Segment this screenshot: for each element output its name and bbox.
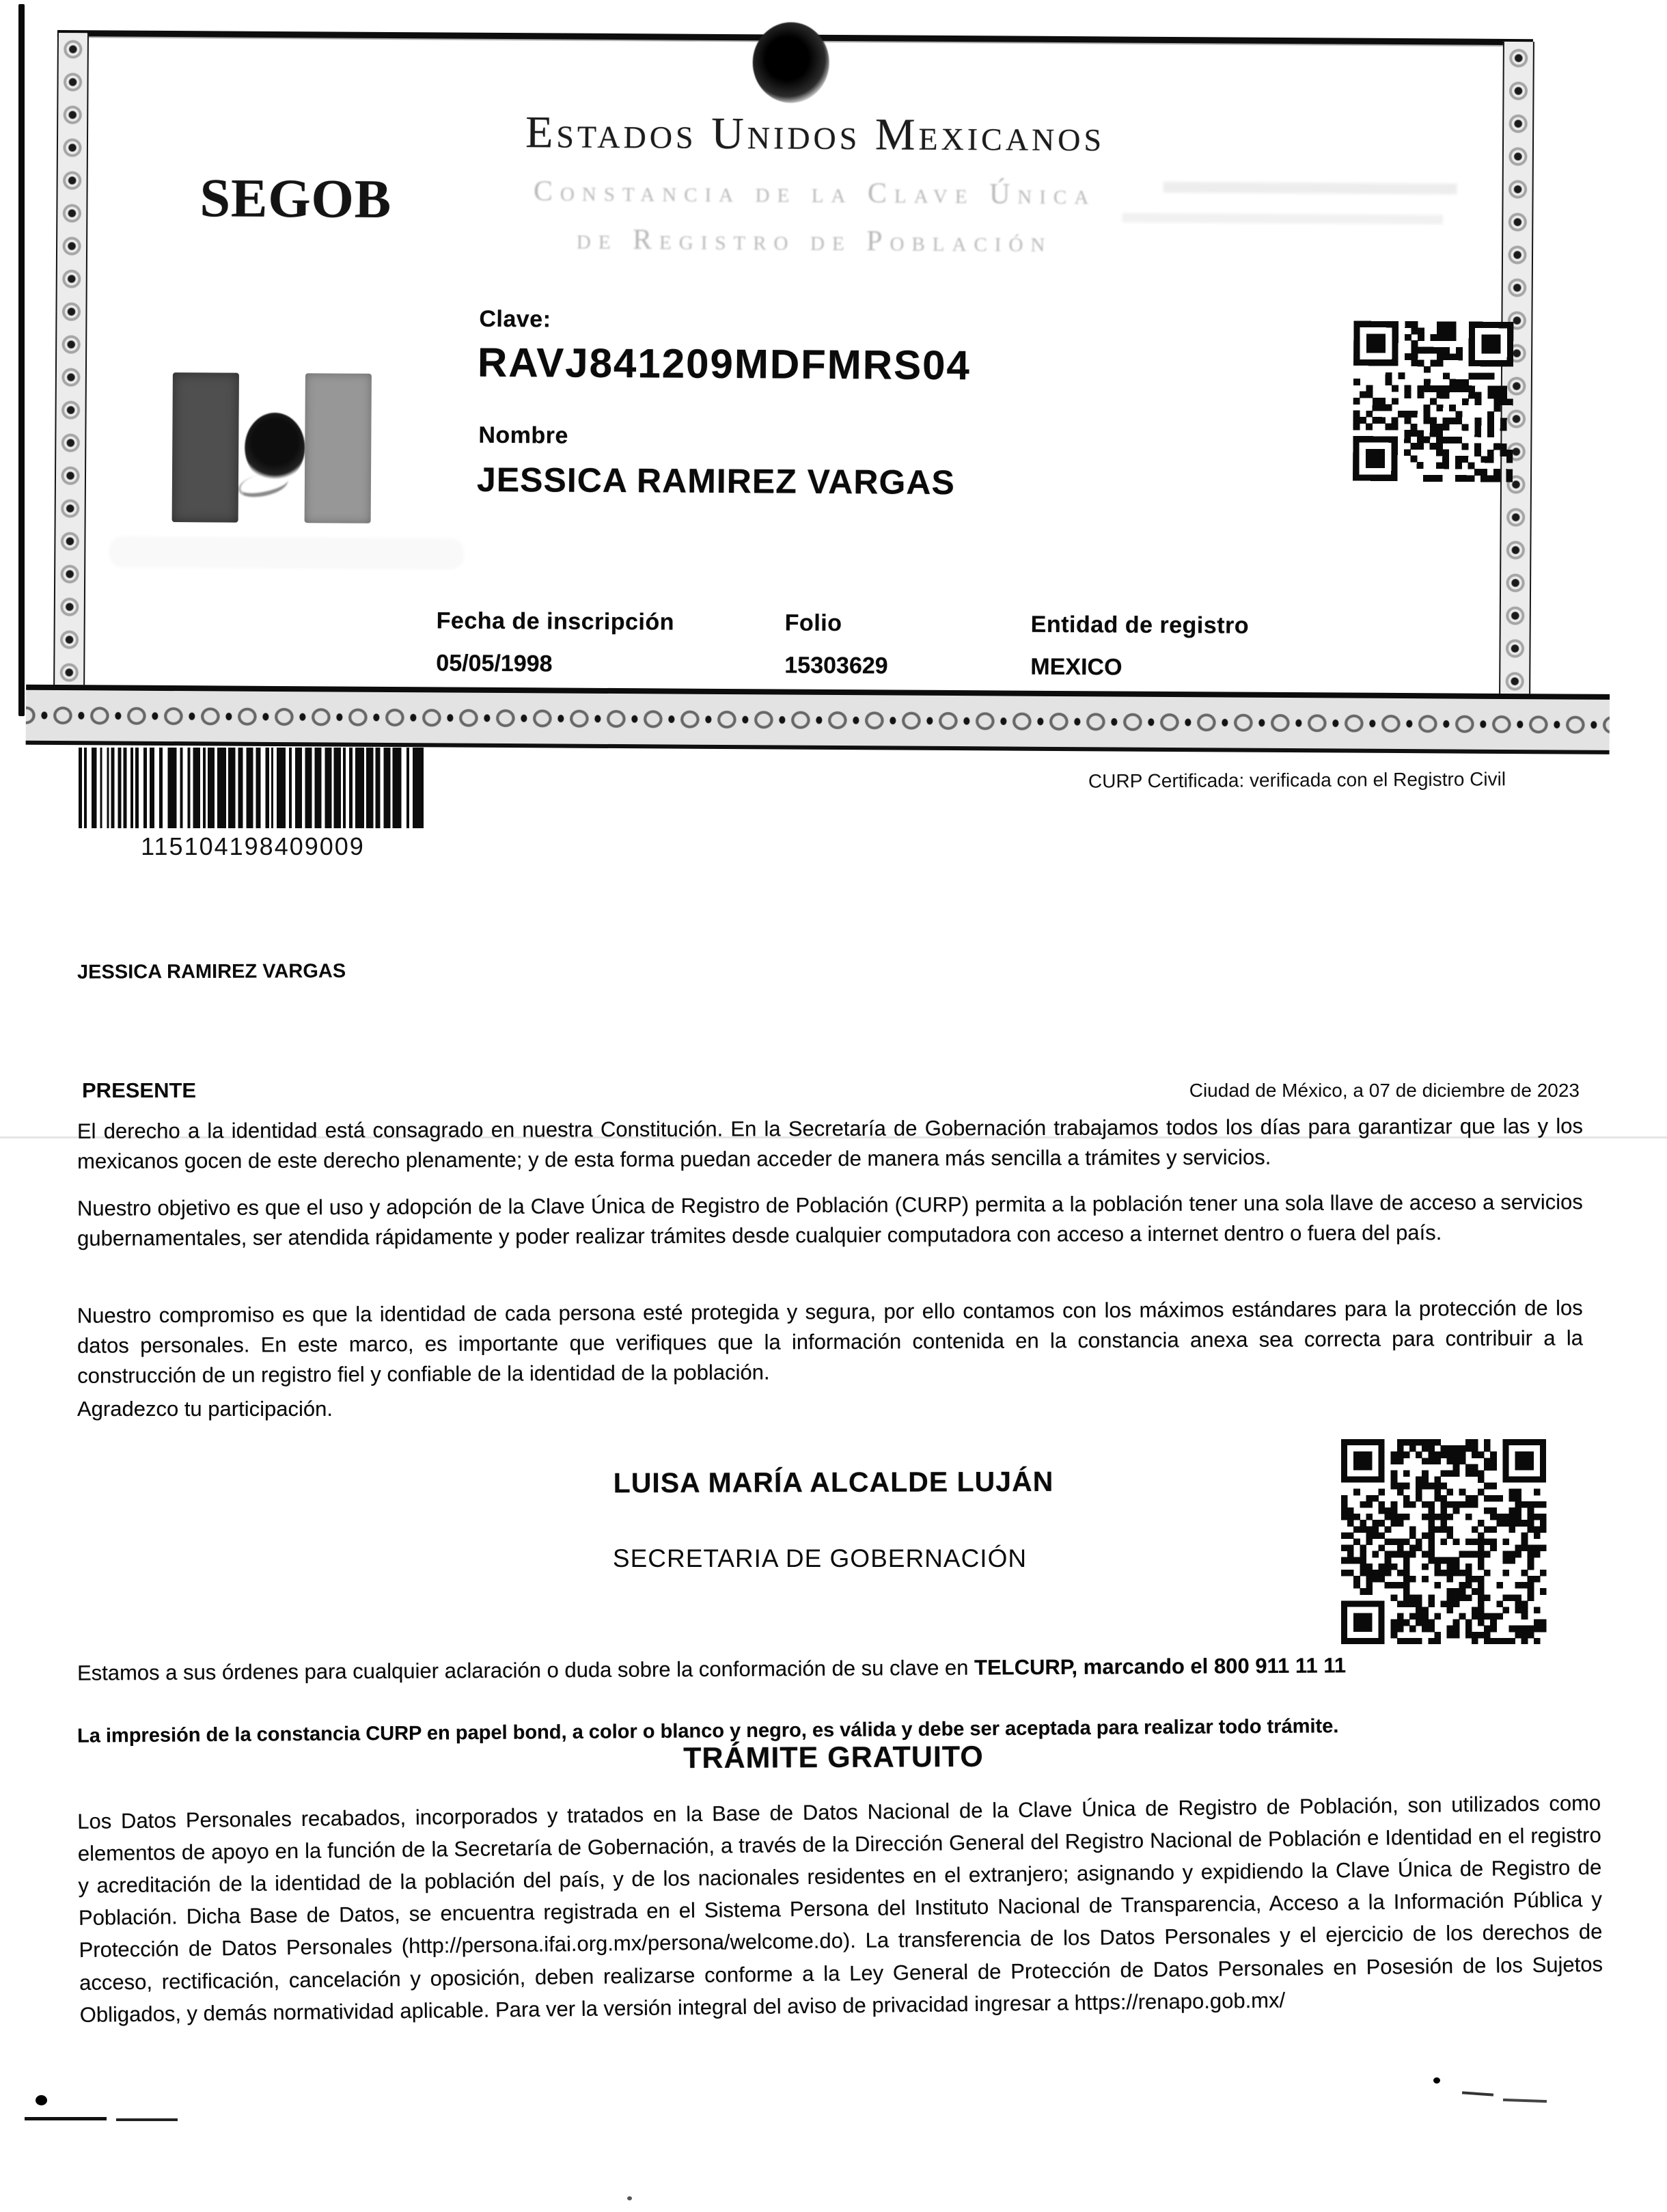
privacy-paragraph: Los Datos Personales recabados, incorporados y tratados en la Base de Datos Nacional de la Clave Única de Registro de Población, son utilizados como elementos de apoyo en la función de la Secretaría de Gobernación, a través de la Dirección General del Registro Nacional de Población e Identidad en el registro y acreditación de la identidad de la población del país, y de los nacionales residentes en el extranjero; asignando y expidiendo la Clave Única de Registro de Población. Dicha Base de Datos, se encuentra registrada en el Sistema Persona del Instituto Nacional de Transparencia, Acceso a la Información Pública y Protección de Datos Personales (http://persona.ifai.org.mx/persona/welcome.do). La transferencia de los Datos Personales y el ejercicio de los derechos de acceso, rectificación, cancelación y oposición, deben realizarse conforme a la Ley General de Protección de Datos Personales en Posesión de los Sujetos Obligados, y demás normatividad aplicable. Para ver la versión integral del aviso de privacidad ingresar a https://renapo.gob.mx/: [77, 1790, 1603, 2027]
faded-stamp-mark: [1163, 182, 1457, 195]
scan-mark-line: [25, 2117, 107, 2120]
letter-paragraph-2: Nuestro objetivo es que el uso y adopción de la Clave Única de Registro de Población (CURP) permita a la población tener una sola llave de acceso a servicios gubernamentales, ser atendida rápidamente y poder realizar trámites desde cualquier computadora con acceso a internet dentro o fuera del país.: [77, 1190, 1583, 1251]
curp-qr-code: [1353, 313, 1514, 490]
folio-value: 15303629: [784, 652, 888, 679]
scan-ink-dot: [36, 2095, 47, 2105]
fecha-inscripcion-label: Fecha de inscripción: [436, 607, 675, 636]
segob-logo-text: SEGOB: [199, 168, 392, 230]
faded-watermark: [109, 536, 464, 569]
scan-speck: [627, 2196, 632, 2200]
flag-eagle-icon: [245, 413, 305, 483]
flag-eagle-wreath: [236, 469, 290, 501]
fecha-inscripcion-value: 05/05/1998: [436, 650, 553, 677]
clave-label: Clave:: [479, 305, 551, 333]
letter-presente: PRESENTE: [82, 1078, 197, 1102]
signature-qr-code: [1340, 1439, 1547, 1644]
folio-label: Folio: [784, 610, 842, 637]
free-procedure-note: TRÁMITE GRATUITO: [683, 1740, 984, 1775]
entidad-registro-value: MEXICO: [1030, 653, 1122, 681]
flag-right-bar: [305, 373, 372, 523]
entidad-registro-label: Entidad de registro: [1030, 611, 1250, 639]
curp-certified-note: CURP Certificada: verificada con el Registro Civil: [1088, 768, 1506, 792]
barcode-number: 115104198409009: [141, 832, 365, 860]
scan-edge-line: [18, 4, 25, 716]
contact-line: [77, 1649, 1583, 1688]
certificate-bottom-border: [26, 685, 1610, 754]
faded-stamp-mark: [1122, 213, 1443, 225]
curp-certificate-card: [53, 30, 1533, 696]
scan-mark-line: [116, 2118, 178, 2121]
letter-closing: Agradezco tu participación.: [77, 1397, 333, 1421]
curp-barcode: [79, 748, 424, 828]
scan-mark-dash: [1503, 2099, 1547, 2103]
clave-value: RAVJ841209MDFMRS04: [477, 339, 972, 389]
national-seal-icon: [752, 22, 829, 103]
letter-recipient-name: JESSICA RAMIREZ VARGAS: [77, 960, 346, 983]
print-validity-note: La impresión de la constancia CURP en papel bond, a color o blanco y negro, es válida y debe ser aceptada para realizar todo trámite.: [77, 1715, 1339, 1747]
country-title: Estados Unidos Mexicanos: [525, 107, 1105, 161]
letter-paragraph-3: Nuestro compromiso es que la identidad de cada persona esté protegida y segura, por ello contamos con los máximos estándares para la protección de los datos personales. En este marco, es importante que verifiques que la información contenida en la constancia anexa sea correcta para contribuir a la construcción de un registro fiel y confiable de la identidad de la población.: [77, 1296, 1584, 1388]
contact-line-telcurp: TELCURP, marcando el 800 911 11 11: [974, 1653, 1347, 1680]
letter-dateline: Ciudad de México, a 07 de diciembre de 2023: [1189, 1080, 1580, 1101]
certificate-left-border: [53, 33, 89, 687]
contact-line-text: Estamos a sus órdenes para cualquier aclaración o duda sobre la conformación de su clave en: [77, 1655, 975, 1685]
letter-paragraph-1: El derecho a la identidad está consagrado en nuestra Constitución. En la Secretaría de Gobernación trabajamos todos los días para garantizar que las y los mexicanos gocen de este derecho plenamente; y de esta forma puedan acceder de manera más sencilla a trámites y servicios.: [77, 1114, 1583, 1173]
flag-left-bar: [172, 372, 239, 523]
scan-ink-dot: [1433, 2077, 1440, 2084]
nombre-value: JESSICA RAMIREZ VARGAS: [476, 460, 956, 502]
certificate-subtitle-line1: Constancia de la Clave Única: [533, 176, 1097, 211]
scan-mark-dash: [1462, 2091, 1493, 2096]
signatory-name: LUISA MARÍA ALCALDE LUJÁN: [613, 1465, 1054, 1499]
certificate-subtitle-line2: de Registro de Población: [576, 223, 1053, 258]
signatory-title: SECRETARIA DE GOBERNACIÓN: [612, 1544, 1028, 1572]
nombre-label: Nombre: [478, 422, 568, 449]
